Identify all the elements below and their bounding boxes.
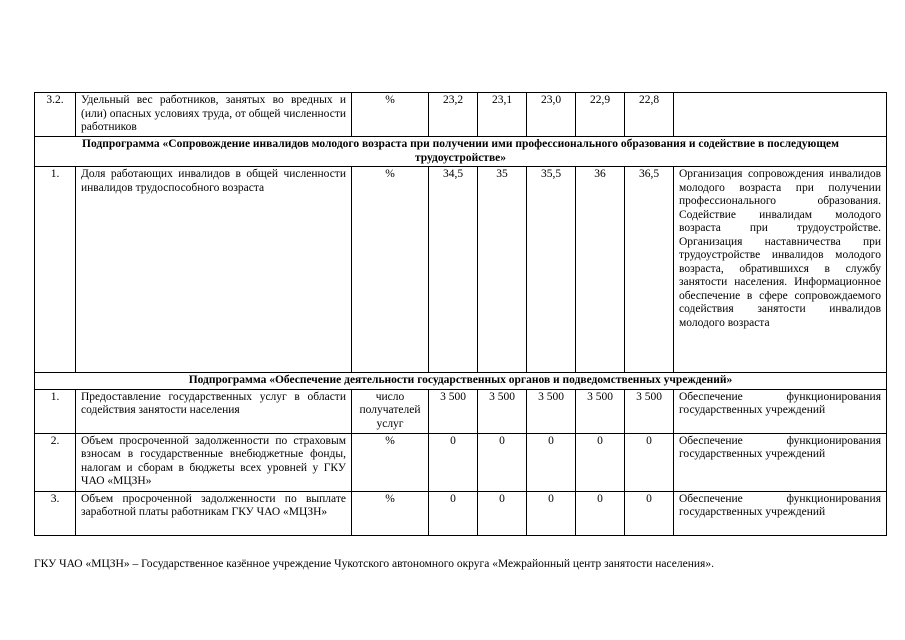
table-row [35,433,887,491]
indicator-name: Объем просроченной задолженности по выплате заработной платы работникам ГКУ ЧАО «МЦЗН» [76,491,352,535]
value-cell: 22,9 [576,93,625,137]
value-cell: 35 [478,167,527,373]
measures-cell [674,93,887,137]
value-cell: 0 [576,433,625,491]
value-cell: 0 [429,433,478,491]
indicators-table [34,92,887,536]
measures-cell: Обеспечение функционирования государственных учреждений [674,389,887,433]
value-cell: 36,5 [625,167,674,373]
row-number: 3.2. [35,93,76,137]
value-cell: 3 500 [625,389,674,433]
value-cell: 23,0 [527,93,576,137]
indicator-name: Объем просроченной задолженности по страховым взносам в государственные внебюджетные фонды, налогам и сборам в бюджеты всех уровней у ГКУ ЧАО «МЦЗН» [76,433,352,491]
value-cell: 0 [527,433,576,491]
value-cell: 0 [429,491,478,535]
measures-cell: Обеспечение функционирования государственных учреждений [674,491,887,535]
value-cell: 34,5 [429,167,478,373]
value-cell: 0 [625,433,674,491]
subprogram-title: Подпрограмма «Обеспечение деятельности государственных органов и подведомственных учреждений» [35,373,887,390]
table-row [35,389,887,433]
row-number: 2. [35,433,76,491]
value-cell: 35,5 [527,167,576,373]
value-cell: 23,2 [429,93,478,137]
subprogram-row [35,373,887,390]
unit-cell: % [352,433,429,491]
measures-cell: Обеспечение функционирования государственных учреждений [674,433,887,491]
row-number: 3. [35,491,76,535]
table-row [35,491,887,535]
value-cell: 3 500 [429,389,478,433]
unit-cell: % [352,93,429,137]
unit-cell: число получателей услуг [352,389,429,433]
value-cell: 0 [478,491,527,535]
table-row [35,167,887,373]
row-number: 1. [35,167,76,373]
value-cell: 3 500 [478,389,527,433]
indicator-name: Предоставление государственных услуг в области содействия занятости населения [76,389,352,433]
unit-cell: % [352,167,429,373]
unit-cell: % [352,491,429,535]
value-cell: 0 [478,433,527,491]
indicator-name: Удельный вес работников, занятых во вредных и (или) опасных условиях труда, от общей численности работников [76,93,352,137]
measures-cell: Организация сопровождения инвалидов молодого возраста при получении профессионального образования. Содействие инвалидам молодого возраста при трудоустройстве. Организация наставничества при трудоустройстве инвалидов молодого возраста, обратившихся в службу занятости населения. Информационное обеспечение в сфере сопровождаемого содействия занятости инвалидов молодого возраста [674,167,887,373]
value-cell: 3 500 [527,389,576,433]
value-cell: 0 [625,491,674,535]
value-cell: 36 [576,167,625,373]
value-cell: 23,1 [478,93,527,137]
row-number: 1. [35,389,76,433]
footnote: ГКУ ЧАО «МЦЗН» – Государственное казённое учреждение Чукотского автономного округа «Межрайонный центр занятости населения». [34,558,714,570]
indicator-name: Доля работающих инвалидов в общей численности инвалидов трудоспособного возраста [76,167,352,373]
value-cell: 0 [576,491,625,535]
value-cell: 0 [527,491,576,535]
value-cell: 3 500 [576,389,625,433]
subprogram-row [35,137,887,167]
value-cell: 22,8 [625,93,674,137]
subprogram-title: Подпрограмма «Сопровождение инвалидов молодого возраста при получении ими профессионального образования и содействие в последующем трудоустройстве» [35,137,887,167]
table-row [35,93,887,137]
